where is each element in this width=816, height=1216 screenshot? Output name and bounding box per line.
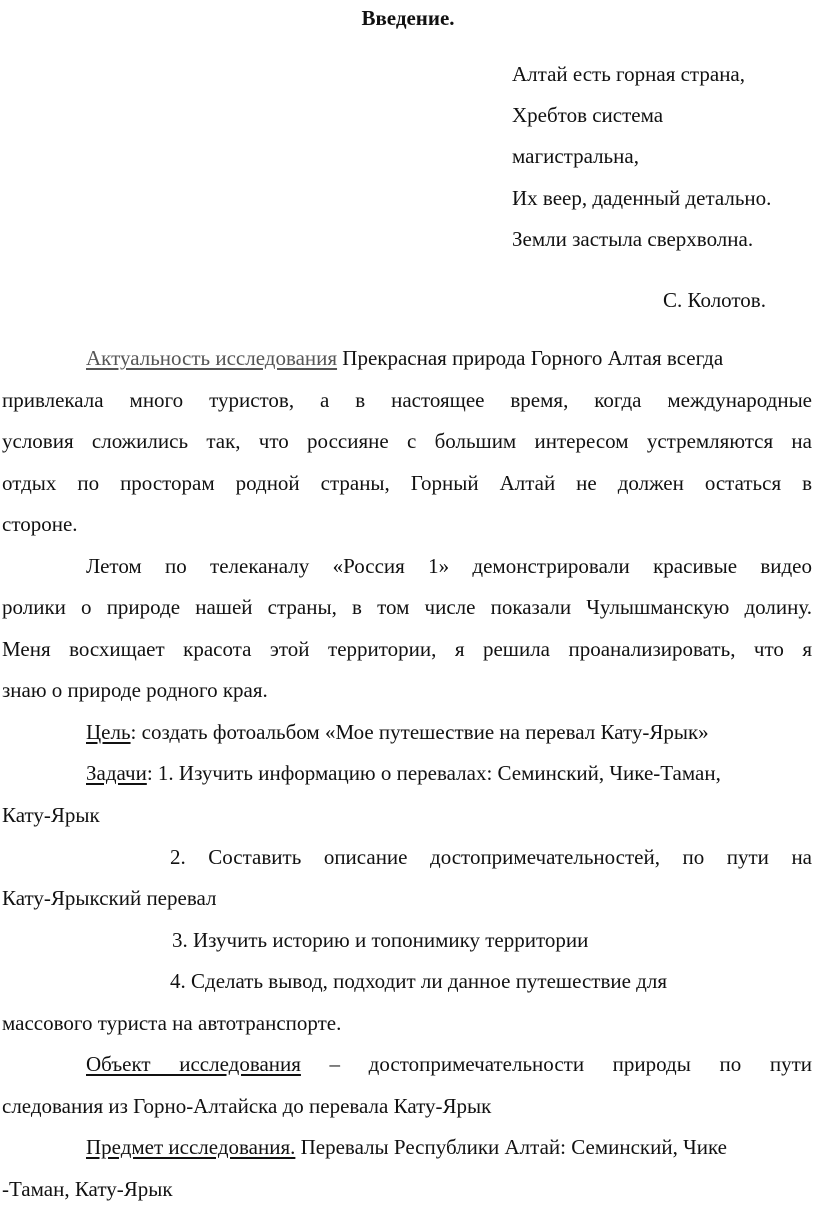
goal-label: Цель: [86, 720, 131, 744]
object-line-1: [86, 1052, 812, 1077]
tv-line-3: Меня восхищает красота этой территории, я решила проанализировать, что я: [2, 637, 812, 661]
epigraph-line-2: Хребтов система: [512, 103, 664, 127]
epigraph-line-5: Земли застыла сверхволна.: [512, 227, 754, 251]
relevance-line-1: [86, 346, 812, 371]
task-1-continuation: Кату-Ярык: [2, 803, 100, 827]
task-4-line-1: 4. Сделать вывод, подходит ли данное путешествие для: [170, 969, 667, 993]
subject-text: Перевалы Республики Алтай: Семинский, Чике: [295, 1135, 727, 1159]
subject-line-1: [86, 1135, 727, 1160]
relevance-label[interactable]: Актуальность исследования: [86, 346, 338, 370]
tasks-label: Задачи: [86, 761, 147, 785]
relevance-line-4: отдых по просторам родной страны, Горный Алтай не должен остаться в: [2, 471, 812, 495]
epigraph-line-4: Их веер, даденный детально.: [512, 186, 772, 210]
epigraph-line-3: магистральна,: [512, 144, 639, 168]
tv-line-2: ролики о природе нашей страны, в том числе показали Чулышманскую долину.: [2, 595, 812, 619]
task-3-line: 3. Изучить историю и топонимику территории: [172, 928, 589, 952]
task-1-text: : 1. Изучить информацию о перевалах: Семинский, Чике-Таман,: [146, 761, 721, 785]
task-4-line-2: массового туриста на автотранспорте.: [2, 1011, 342, 1035]
task-2-line-1: 2. Составить описание достопримечательностей, по пути на: [170, 845, 812, 869]
relevance-line-5: стороне.: [2, 512, 78, 536]
task-2-line-2: Кату-Ярыкский перевал: [2, 886, 217, 910]
object-text: – достопримечательности природы по пути: [300, 1052, 812, 1076]
epigraph-author: С. Колотов.: [663, 288, 766, 312]
relevance-line-2: привлекала много туристов, а в настоящее время, когда международные: [2, 388, 812, 412]
tv-line-1: Летом по телеканалу «Россия 1» демонстрировали красивые видео: [86, 554, 812, 578]
tv-line-4: знаю о природе родного края.: [2, 678, 268, 702]
goal-line: [86, 720, 709, 745]
relevance-text: Прекрасная природа Горного Алтая всегда: [337, 346, 724, 370]
object-line-2: следования из Горно-Алтайска до перевала Кату-Ярык: [2, 1094, 492, 1118]
task-1-line: [86, 761, 721, 786]
object-label: Объект исследования: [86, 1052, 301, 1076]
relevance-line-3: условия сложились так, что россияне с большим интересом устремляются на: [2, 429, 812, 453]
goal-text: : создать фотоальбом «Мое путешествие на перевал Кату-Ярык»: [130, 720, 709, 744]
document-title: Введение.: [361, 6, 455, 30]
epigraph-line-1: Алтай есть горная страна,: [512, 62, 745, 86]
subject-line-2: -Таман, Кату-Ярык: [2, 1177, 173, 1201]
subject-label: Предмет исследования.: [86, 1135, 296, 1159]
